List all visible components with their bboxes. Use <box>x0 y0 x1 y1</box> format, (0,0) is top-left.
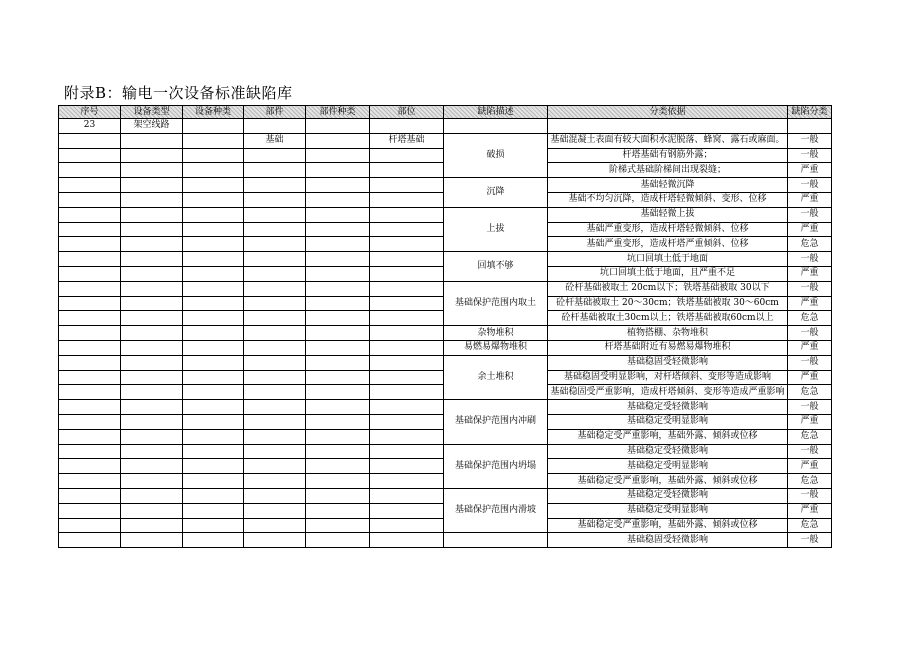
empty-cell <box>183 252 244 267</box>
empty-cell <box>183 355 244 370</box>
empty-cell <box>59 148 121 163</box>
empty-cell <box>244 503 306 518</box>
empty-cell <box>306 459 370 474</box>
defect-level-cell: 一般 <box>788 133 832 148</box>
empty-cell <box>121 192 183 207</box>
empty-cell <box>59 355 121 370</box>
defect-level-cell: 严重 <box>788 370 832 385</box>
empty-cell <box>306 340 370 355</box>
empty-cell <box>183 281 244 296</box>
defect-level-cell: 一般 <box>788 444 832 459</box>
empty-cell <box>183 429 244 444</box>
empty-cell <box>370 311 444 326</box>
defect-level-cell: 一般 <box>788 488 832 503</box>
empty-cell <box>121 414 183 429</box>
empty-cell <box>306 385 370 400</box>
empty-cell <box>370 281 444 296</box>
empty-cell <box>370 252 444 267</box>
empty-cell <box>370 459 444 474</box>
classification-basis-cell: 基础稳定受轻微影响 <box>548 444 788 459</box>
defect-level-cell: 一般 <box>788 400 832 415</box>
empty-cell <box>121 311 183 326</box>
classification-basis-cell: 基础稳定受严重影响，基础外露、倾斜或位移 <box>548 474 788 489</box>
defect-level-cell: 一般 <box>788 533 832 548</box>
empty-cell <box>121 400 183 415</box>
defect-level-cell: 一般 <box>788 252 832 267</box>
defect-level-cell: 危急 <box>788 474 832 489</box>
table-row <box>59 355 832 370</box>
table-row <box>59 533 832 548</box>
empty-cell <box>244 488 306 503</box>
defect-level-cell: 一般 <box>788 207 832 222</box>
empty-cell <box>370 385 444 400</box>
empty-cell <box>183 296 244 311</box>
table-row <box>59 133 832 148</box>
empty-cell <box>306 222 370 237</box>
empty-cell <box>183 533 244 548</box>
empty-cell <box>244 281 306 296</box>
defect-desc-cell: 余土堆积 <box>444 355 548 399</box>
column-header: 部件 <box>244 106 306 119</box>
empty-cell <box>121 488 183 503</box>
column-header: 设备种类 <box>183 106 244 119</box>
empty-cell <box>244 370 306 385</box>
empty-cell <box>370 414 444 429</box>
column-header: 缺陷描述 <box>444 106 548 119</box>
defect-level-cell: 危急 <box>788 237 832 252</box>
classification-basis-cell: 基础稳固受轻微影响 <box>548 355 788 370</box>
empty-cell <box>59 178 121 193</box>
table-row <box>59 281 832 296</box>
empty-cell <box>244 237 306 252</box>
empty-cell <box>244 178 306 193</box>
part-kind-cell: 杆塔基础 <box>370 133 444 148</box>
empty-cell <box>306 148 370 163</box>
empty-cell <box>370 503 444 518</box>
classification-basis-cell: 坑口回填土低于地面，且严重不足 <box>548 266 788 281</box>
empty-cell <box>183 385 244 400</box>
empty-cell <box>306 207 370 222</box>
empty-cell <box>370 119 444 134</box>
empty-cell <box>59 400 121 415</box>
table-row <box>59 444 832 459</box>
empty-cell <box>121 385 183 400</box>
classification-basis-cell: 基础稳定受严重影响，基础外露、倾斜或位移 <box>548 429 788 444</box>
empty-cell <box>183 503 244 518</box>
empty-cell <box>121 266 183 281</box>
empty-cell <box>121 533 183 548</box>
empty-cell <box>306 533 370 548</box>
empty-cell <box>370 429 444 444</box>
classification-basis-cell: 砼杆基础被取土30cm以上；铁塔基础被取60cm以上 <box>548 311 788 326</box>
empty-cell <box>59 370 121 385</box>
empty-cell <box>370 163 444 178</box>
empty-cell <box>370 444 444 459</box>
defect-level-cell: 一般 <box>788 178 832 193</box>
column-header: 缺陷分类 <box>788 106 832 119</box>
empty-cell <box>183 414 244 429</box>
table-row <box>59 326 832 341</box>
empty-cell <box>370 474 444 489</box>
empty-cell <box>244 340 306 355</box>
defect-desc-cell <box>444 533 548 548</box>
empty-cell <box>183 400 244 415</box>
empty-cell <box>244 459 306 474</box>
empty-cell <box>183 148 244 163</box>
defect-level-cell: 严重 <box>788 192 832 207</box>
empty-cell <box>244 474 306 489</box>
empty-cell <box>183 133 244 148</box>
column-header: 部件种类 <box>306 106 370 119</box>
empty-cell <box>306 400 370 415</box>
table-row <box>59 252 832 267</box>
column-header: 设备类型 <box>121 106 183 119</box>
empty-cell <box>306 355 370 370</box>
classification-basis-cell: 植物搭棚、杂物堆积 <box>548 326 788 341</box>
empty-cell <box>306 266 370 281</box>
defect-desc-cell: 基础保护范围内坍塌 <box>444 444 548 488</box>
empty-cell <box>121 340 183 355</box>
table-row <box>59 207 832 222</box>
table-row <box>59 119 832 134</box>
empty-cell <box>306 178 370 193</box>
empty-cell <box>244 385 306 400</box>
empty-cell <box>183 178 244 193</box>
classification-basis-cell: 基础稳定受明显影响 <box>548 459 788 474</box>
empty-cell <box>59 281 121 296</box>
defect-level-cell: 一般 <box>788 355 832 370</box>
empty-cell <box>121 370 183 385</box>
defect-desc-cell: 易燃易爆物堆积 <box>444 340 548 355</box>
classification-basis-cell: 基础稳固受轻微影响 <box>548 533 788 548</box>
defect-desc-cell: 基础保护范围内滑坡 <box>444 488 548 532</box>
empty-cell <box>59 207 121 222</box>
empty-cell <box>244 518 306 533</box>
empty-cell <box>121 296 183 311</box>
empty-cell <box>59 163 121 178</box>
empty-cell <box>244 414 306 429</box>
empty-cell <box>306 414 370 429</box>
defect-level-cell: 危急 <box>788 429 832 444</box>
empty-cell <box>244 207 306 222</box>
empty-cell <box>306 474 370 489</box>
classification-basis-cell: 基础轻微沉降 <box>548 178 788 193</box>
empty-cell <box>121 355 183 370</box>
empty-cell <box>59 237 121 252</box>
empty-cell <box>306 119 370 134</box>
empty-cell <box>121 207 183 222</box>
empty-cell <box>183 370 244 385</box>
empty-cell <box>370 207 444 222</box>
empty-cell <box>59 459 121 474</box>
empty-cell <box>183 474 244 489</box>
empty-cell <box>244 326 306 341</box>
empty-cell <box>183 444 244 459</box>
empty-cell <box>59 385 121 400</box>
empty-cell <box>183 311 244 326</box>
empty-cell <box>59 222 121 237</box>
empty-cell <box>244 252 306 267</box>
classification-basis-cell: 基础稳固受严重影响，造成杆塔倾斜、变形等造成严重影响 <box>548 385 788 400</box>
empty-cell <box>306 237 370 252</box>
empty-cell <box>121 281 183 296</box>
empty-cell <box>59 518 121 533</box>
empty-cell <box>370 488 444 503</box>
classification-basis-cell: 基础严重变形，造成杆塔严重倾斜、位移 <box>548 237 788 252</box>
page-title: 附录B：输电一次设备标准缺陷库 <box>64 84 293 102</box>
defect-desc-cell: 破损 <box>444 133 548 177</box>
empty-cell <box>244 429 306 444</box>
classification-basis-cell: 杆塔基础附近有易燃易爆物堆积 <box>548 340 788 355</box>
empty-cell <box>370 178 444 193</box>
empty-cell <box>183 163 244 178</box>
empty-cell <box>183 518 244 533</box>
index-cell: 23 <box>59 119 121 134</box>
empty-cell <box>59 340 121 355</box>
defect-desc-cell: 回填不够 <box>444 252 548 282</box>
empty-cell <box>444 119 548 134</box>
empty-cell <box>121 252 183 267</box>
defect-desc-cell: 杂物堆积 <box>444 326 548 341</box>
classification-basis-cell: 基础轻微上拔 <box>548 207 788 222</box>
empty-cell <box>244 192 306 207</box>
empty-cell <box>244 163 306 178</box>
classification-basis-cell: 阶梯式基础阶梯间出现裂缝； <box>548 163 788 178</box>
empty-cell <box>59 474 121 489</box>
empty-cell <box>121 474 183 489</box>
empty-cell <box>59 429 121 444</box>
empty-cell <box>59 296 121 311</box>
empty-cell <box>370 296 444 311</box>
empty-cell <box>59 533 121 548</box>
empty-cell <box>183 237 244 252</box>
part-cell: 基础 <box>244 133 306 148</box>
empty-cell <box>121 133 183 148</box>
empty-cell <box>244 533 306 548</box>
empty-cell <box>370 266 444 281</box>
empty-cell <box>183 459 244 474</box>
empty-cell <box>244 148 306 163</box>
defect-level-cell: 严重 <box>788 414 832 429</box>
empty-cell <box>59 326 121 341</box>
empty-cell <box>121 148 183 163</box>
empty-cell <box>370 222 444 237</box>
empty-cell <box>59 266 121 281</box>
empty-cell <box>121 222 183 237</box>
defect-level-cell: 严重 <box>788 503 832 518</box>
empty-cell <box>59 414 121 429</box>
classification-basis-cell: 基础稳定受轻微影响 <box>548 400 788 415</box>
classification-basis-cell: 基础稳定受明显影响 <box>548 414 788 429</box>
column-header: 部位 <box>370 106 444 119</box>
empty-cell <box>306 503 370 518</box>
defect-level-cell: 一般 <box>788 148 832 163</box>
empty-cell <box>306 488 370 503</box>
empty-cell <box>306 133 370 148</box>
empty-cell <box>244 266 306 281</box>
empty-cell <box>59 133 121 148</box>
empty-cell <box>121 163 183 178</box>
empty-cell <box>306 518 370 533</box>
empty-cell <box>306 281 370 296</box>
classification-basis-cell: 坑口回填土低于地面 <box>548 252 788 267</box>
empty-cell <box>59 444 121 459</box>
empty-cell <box>121 503 183 518</box>
empty-cell <box>788 119 832 134</box>
classification-basis-cell: 基础严重变形，造成杆塔轻微倾斜、位移 <box>548 222 788 237</box>
empty-cell <box>306 370 370 385</box>
empty-cell <box>121 326 183 341</box>
table-row <box>59 488 832 503</box>
empty-cell <box>370 355 444 370</box>
empty-cell <box>183 488 244 503</box>
empty-cell <box>59 252 121 267</box>
empty-cell <box>548 119 788 134</box>
empty-cell <box>306 296 370 311</box>
empty-cell <box>244 444 306 459</box>
classification-basis-cell: 基础稳固受明显影响，对杆塔倾斜、变形等造成影响 <box>548 370 788 385</box>
defect-level-cell: 危急 <box>788 385 832 400</box>
empty-cell <box>370 237 444 252</box>
classification-basis-cell: 砼杆基础被取土 20cm以下；铁塔基础被取 30以下 <box>548 281 788 296</box>
empty-cell <box>244 296 306 311</box>
empty-cell <box>59 192 121 207</box>
empty-cell <box>244 400 306 415</box>
empty-cell <box>306 252 370 267</box>
defect-level-cell: 危急 <box>788 518 832 533</box>
classification-basis-cell: 砼杆基础被取土 20～30cm；铁塔基础被取 30～60cm <box>548 296 788 311</box>
defect-desc-cell: 沉降 <box>444 178 548 208</box>
defect-level-cell: 严重 <box>788 340 832 355</box>
empty-cell <box>59 311 121 326</box>
empty-cell <box>183 326 244 341</box>
empty-cell <box>370 192 444 207</box>
table-row <box>59 340 832 355</box>
empty-cell <box>370 148 444 163</box>
classification-basis-cell: 基础稳定受严重影响，基础外露、倾斜或位移 <box>548 518 788 533</box>
empty-cell <box>370 533 444 548</box>
table-row <box>59 178 832 193</box>
empty-cell <box>370 370 444 385</box>
defect-level-cell: 严重 <box>788 459 832 474</box>
empty-cell <box>370 518 444 533</box>
empty-cell <box>183 340 244 355</box>
empty-cell <box>370 326 444 341</box>
empty-cell <box>370 400 444 415</box>
empty-cell <box>183 266 244 281</box>
empty-cell <box>183 119 244 134</box>
classification-basis-cell: 基础稳定受轻微影响 <box>548 488 788 503</box>
empty-cell <box>121 237 183 252</box>
empty-cell <box>121 518 183 533</box>
empty-cell <box>183 192 244 207</box>
empty-cell <box>59 488 121 503</box>
defect-desc-cell: 基础保护范围内冲刷 <box>444 400 548 444</box>
empty-cell <box>306 326 370 341</box>
empty-cell <box>121 459 183 474</box>
defect-table <box>58 105 832 548</box>
empty-cell <box>121 429 183 444</box>
empty-cell <box>306 311 370 326</box>
empty-cell <box>244 355 306 370</box>
defect-level-cell: 严重 <box>788 296 832 311</box>
empty-cell <box>121 444 183 459</box>
device-type-cell: 架空线路 <box>121 119 183 134</box>
empty-cell <box>244 222 306 237</box>
empty-cell <box>244 311 306 326</box>
empty-cell <box>244 119 306 134</box>
defect-level-cell: 严重 <box>788 266 832 281</box>
header-row <box>59 106 832 119</box>
classification-basis-cell: 杆塔基础有钢筋外露； <box>548 148 788 163</box>
defect-level-cell: 一般 <box>788 281 832 296</box>
empty-cell <box>59 503 121 518</box>
column-header: 分类依据 <box>548 106 788 119</box>
empty-cell <box>306 163 370 178</box>
defect-level-cell: 危急 <box>788 311 832 326</box>
defect-desc-cell: 基础保护范围内取土 <box>444 281 548 325</box>
empty-cell <box>306 444 370 459</box>
empty-cell <box>183 207 244 222</box>
empty-cell <box>121 178 183 193</box>
defect-level-cell: 严重 <box>788 222 832 237</box>
classification-basis-cell: 基础稳定受明显影响 <box>548 503 788 518</box>
defect-level-cell: 严重 <box>788 163 832 178</box>
column-header: 序号 <box>59 106 121 119</box>
table-row <box>59 400 832 415</box>
empty-cell <box>183 222 244 237</box>
classification-basis-cell: 基础不均匀沉降，造成杆塔轻微倾斜、变形、位移 <box>548 192 788 207</box>
defect-level-cell: 一般 <box>788 326 832 341</box>
empty-cell <box>306 192 370 207</box>
defect-desc-cell: 上拔 <box>444 207 548 251</box>
classification-basis-cell: 基础混凝土表面有较大面积水泥脱落、蜂窝、露石或麻面。 <box>548 133 788 148</box>
empty-cell <box>306 429 370 444</box>
empty-cell <box>370 340 444 355</box>
